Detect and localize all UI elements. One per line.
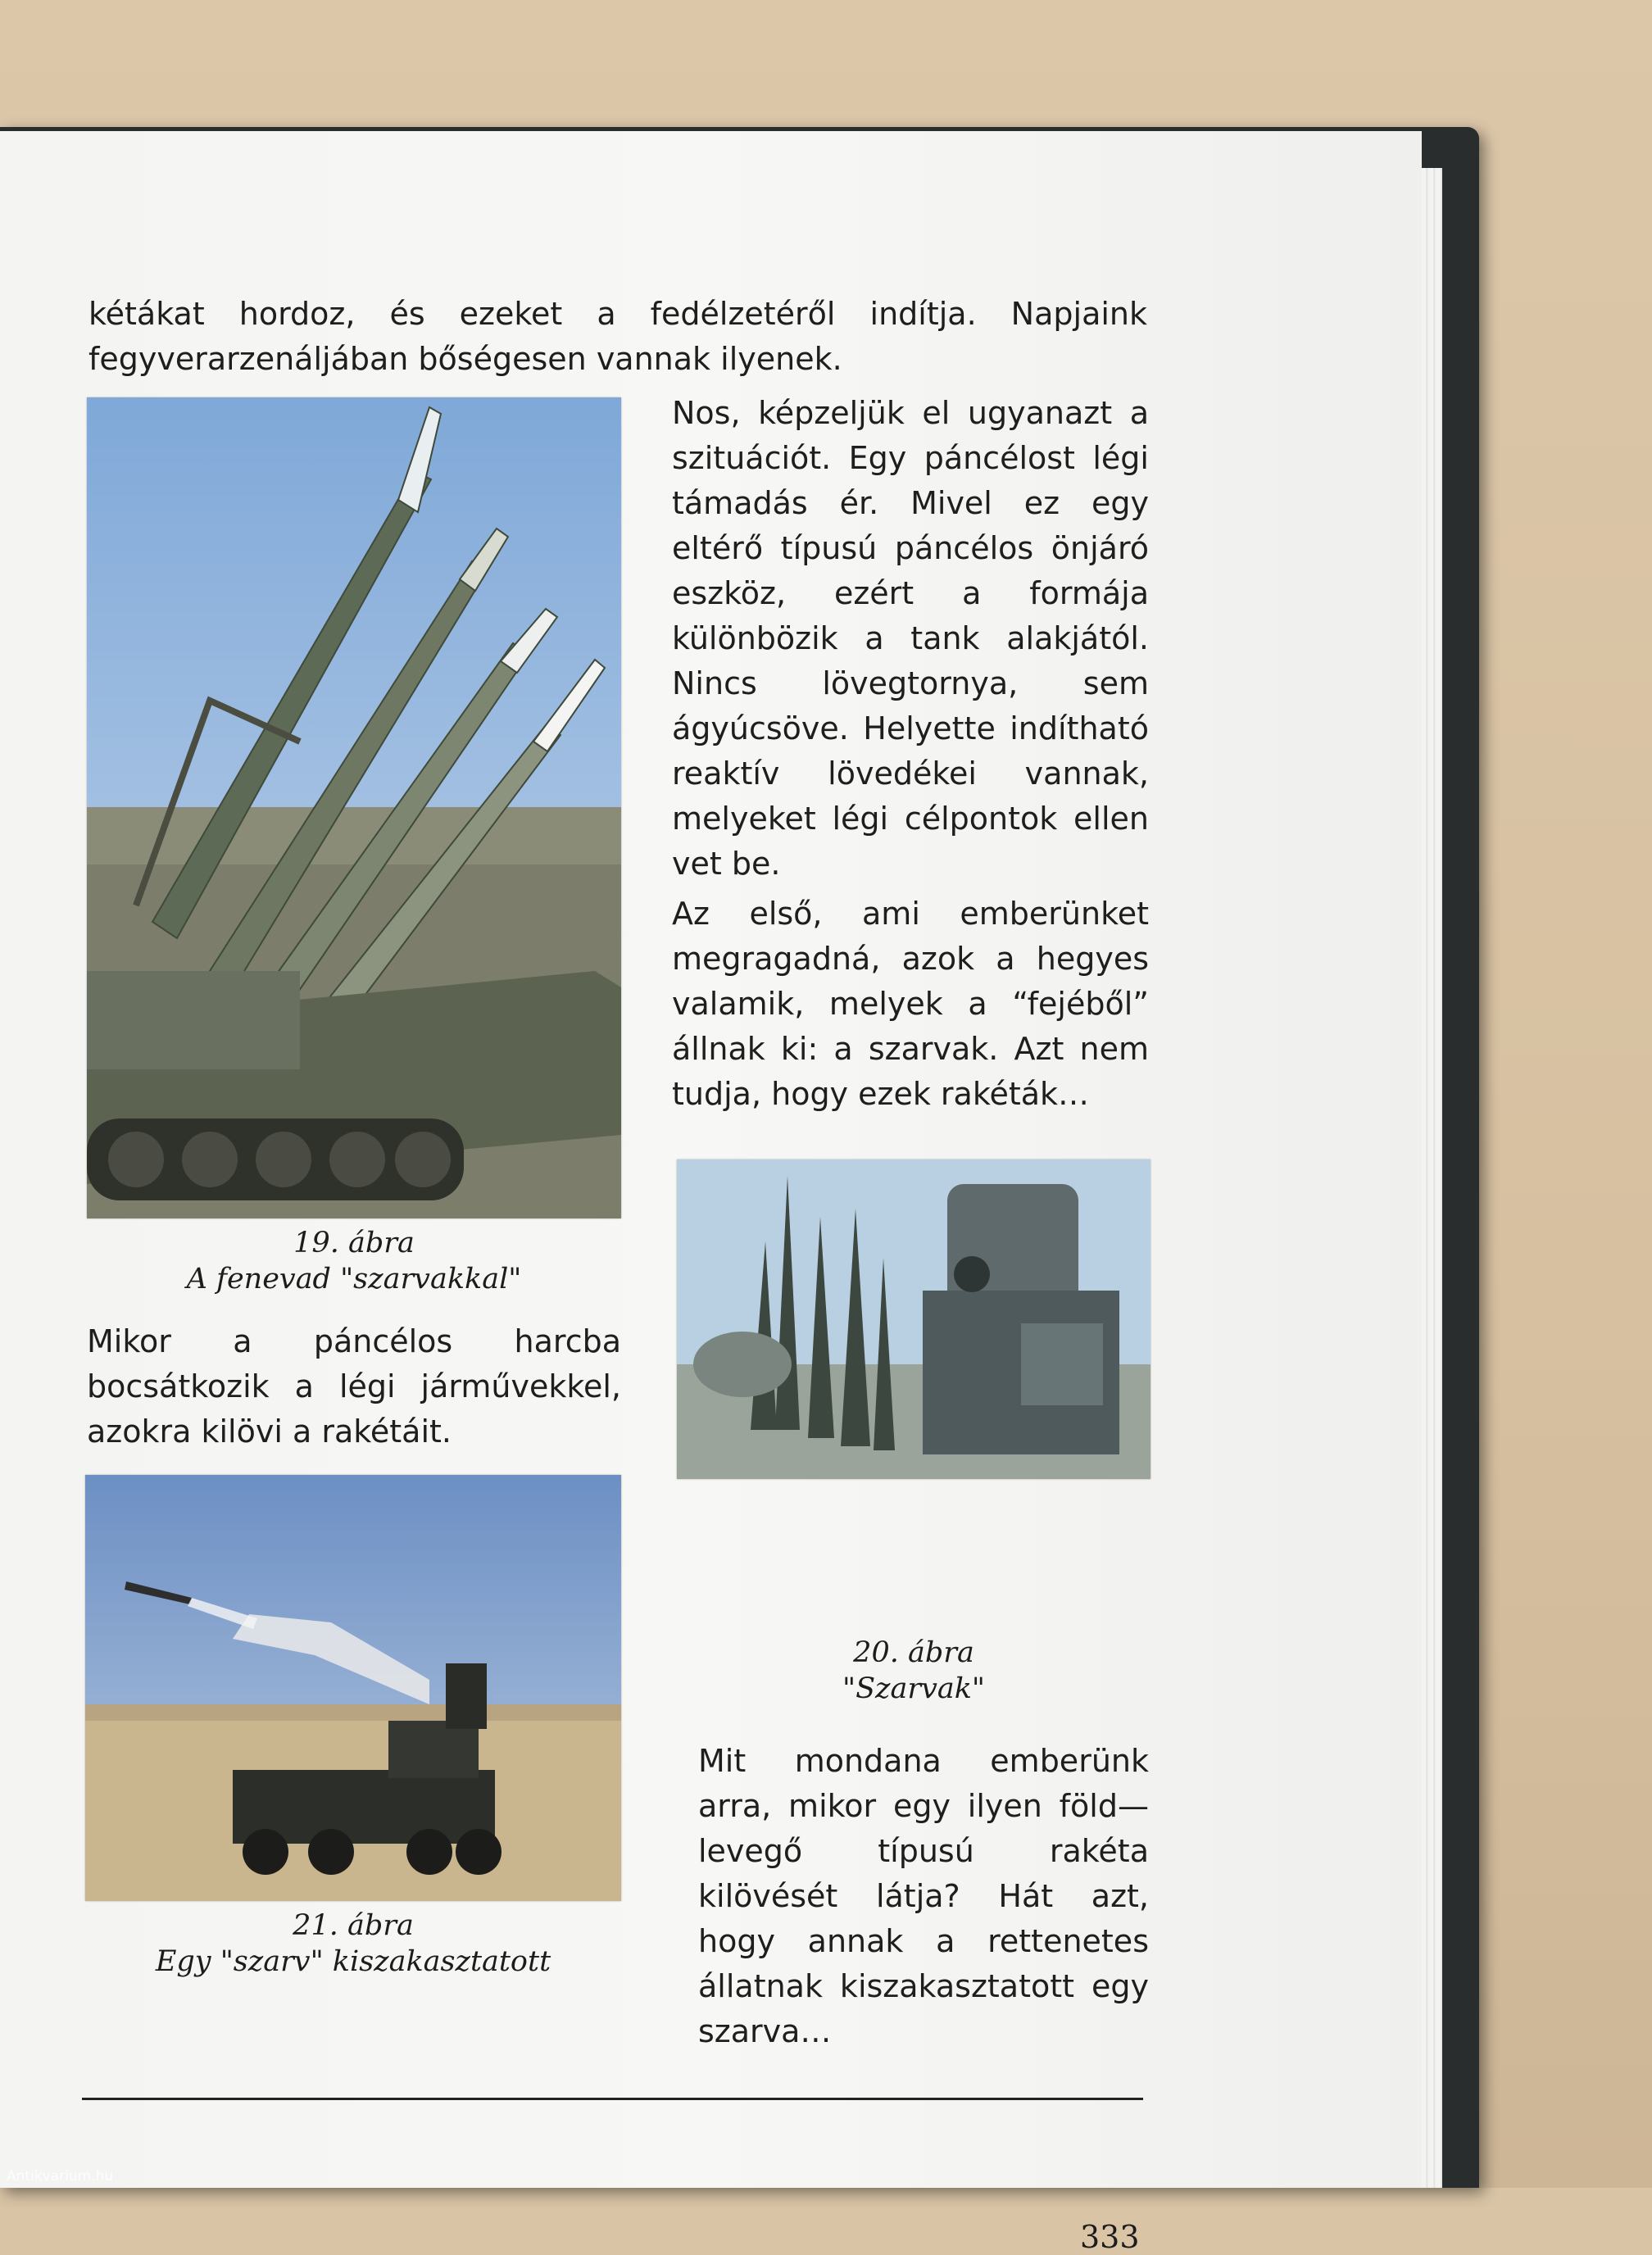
figure-20-title: "Szarvak" <box>842 1672 986 1705</box>
figure-19-image <box>87 397 621 1218</box>
missile-launch-photo <box>85 1475 621 1901</box>
figure-20-number: 20. ábra <box>853 1636 974 1669</box>
right-paragraph-1: Nos, képzeljük el ugyanazt a szituációt. Egy páncélost légi támadás ér. Mivel ez egy eltérő típusú páncélos önjáró eszköz, ezért a formája különbözik a tank alakjától. Nincs lövegtornya, sem ágyúcsöve. Helyette indítható reaktív lövedékei vannak, melyeket légi célpontok ellen vet be. <box>672 395 1149 882</box>
intro-paragraph: kétákat hordoz, és ezeket a fedélzetéről indítja. Napjaink fegyverarzenáljában bőségesen vannak ilyenek. <box>88 296 1147 377</box>
figure-21-image <box>85 1475 621 1901</box>
right-paragraph-3: Mit mondana emberünk arra, mikor egy ilyen föld—levegő típusú rakéta kilövését látja? Hát azt, hogy annak a rettenetes állatnak kiszakasztatott egy szarva… <box>698 1743 1149 2049</box>
book-page <box>0 131 1422 2255</box>
figure-21-number: 21. ábra <box>293 1909 414 1942</box>
left-paragraph: Mikor a páncélos harcba bocsátkozik a légi járművekkel, azokra kilövi a rakétáit. <box>87 1323 621 1450</box>
figure-19-caption <box>87 1225 621 1297</box>
figure-21-title: Egy "szarv" kiszakasztatott <box>155 1945 551 1978</box>
figure-19-title: A fenevad "szarvakkal" <box>186 1263 522 1295</box>
page-number: 333 <box>1080 2219 1140 2255</box>
footer-rule <box>82 2098 1143 2100</box>
figure-21-caption <box>85 1908 621 1980</box>
radar-missiles-photo <box>677 1159 1150 1479</box>
watermark: Antikvarium.hu <box>7 2168 114 2185</box>
figure-20-image <box>677 1159 1150 1479</box>
missile-launcher-photo <box>87 397 621 1218</box>
figure-20-caption <box>677 1635 1150 1707</box>
figure-19-number: 19. ábra <box>293 1227 415 1259</box>
right-paragraph-2: Az első, ami emberünket megragadná, azok a hegyes valamik, melyek a “fejéből” állnak ki: a szarvak. Azt nem tudja, hogy ezek rakéták… <box>672 896 1149 1112</box>
